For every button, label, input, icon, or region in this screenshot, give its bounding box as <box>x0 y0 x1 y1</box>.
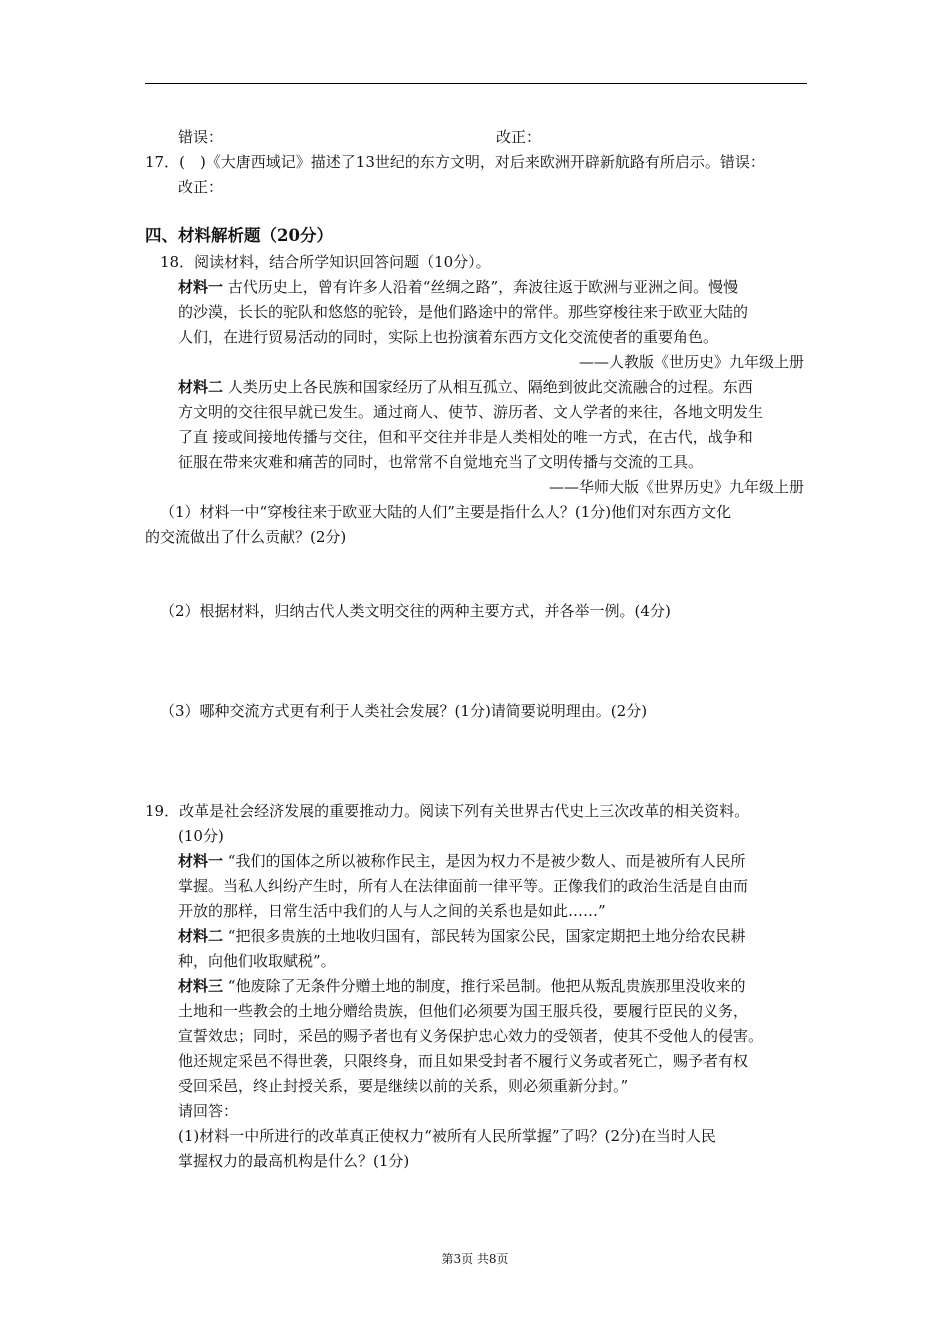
q16-error-label: 错误： <box>178 128 224 146</box>
q19-material-2 <box>178 926 745 946</box>
q18-material-1-line: 人们，在进行贸易活动的同时，实际上也扮演着东西方文化交流使者的重要角色。 <box>178 328 719 346</box>
q19-material-3-label: 材料三 <box>178 977 224 995</box>
q19-material-1-line: “我们的国体之所以被称作民主，是因为权力不是被少数人、而是被所有人民所 <box>223 852 746 870</box>
q19-material-3 <box>178 976 745 996</box>
section-4-heading: 四、材料解析题（20分） <box>145 226 333 245</box>
q19-material-3-line: 受回采邑，终止封授关系，要是继续以前的关系，则必须重新分封。” <box>178 1077 629 1095</box>
q18-material-1-label: 材料一 <box>178 278 224 296</box>
q19-answer-prompt: 请回答： <box>178 1102 239 1120</box>
q18-material-1-source: ——人教版《世历史》九年级上册 <box>578 353 804 371</box>
q19-question-1-cont: 掌握权力的最高机构是什么？(1分) <box>178 1152 410 1170</box>
q18-material-2 <box>178 377 753 397</box>
q19-material-1-line: 开放的那样，日常生活中我们的人与人之间的关系也是如此……” <box>178 902 606 920</box>
q17-line-1: 17．( )《大唐西域记》描述了13世纪的东方文明，对后来欧洲开辟新航路有所启示。错误： <box>145 153 765 171</box>
q18-material-2-source: ——华师大版《世界历史》九年级上册 <box>548 478 804 496</box>
q18-question-1: （1）材料一中“穿梭往来于欧亚大陆的人们”主要是指什么人？(1分)他们对东西方文化 <box>160 503 732 521</box>
q18-material-1 <box>178 277 738 297</box>
q18-question-3: （3）哪种交流方式更有利于人类社会发展？(1分)请简要说明理由。(2分) <box>160 702 648 720</box>
q18-material-1-line: 的沙漠，长长的驼队和悠悠的驼铃，是他们路途中的常伴。那些穿梭往来于欧亚大陆的 <box>178 303 749 321</box>
q18-intro: 18．阅读材料，结合所学知识回答问题（10分）。 <box>160 253 491 271</box>
q18-material-2-line: 征服在带来灾难和痛苦的同时，也常常不自觉地充当了文明传播与交流的工具。 <box>178 453 704 471</box>
header-rule <box>145 83 807 84</box>
q19-material-3-line: 土地和一些教会的土地分赠给贵族，但他们必须要为国王服兵役，要履行臣民的义务， <box>178 1002 749 1020</box>
q18-question-1-cont: 的交流做出了什么贡献？(2分) <box>145 528 347 546</box>
q18-material-2-label: 材料二 <box>178 378 224 396</box>
q19-material-1-line: 掌握。当私人纠纷产生时，所有人在法律面前一律平等。正像我们的政治生活是自由而 <box>178 877 749 895</box>
q18-material-2-line: 了直 接或间接地传播与交往，但和平交往并非是人类相处的唯一方式，在古代，战争和 <box>178 428 753 446</box>
q19-material-2-line: 种，向他们收取赋税”。 <box>178 952 336 970</box>
q16-fix-label: 改正： <box>496 128 542 146</box>
q19-material-3-line: 他还规定采邑不得世袭，只限终身，而且如果受封者不履行义务或者死亡，赐予者有权 <box>178 1052 749 1070</box>
q19-intro-cont: (10分) <box>178 827 224 845</box>
q19-material-3-line: 宣誓效忠；同时，采邑的赐予者也有义务保护忠心效力的受领者，使其不受他人的侵害。 <box>178 1027 764 1045</box>
q19-material-3-line: “他废除了无条件分赠土地的制度，推行采邑制。他把从叛乱贵族那里没收来的 <box>223 977 746 995</box>
q18-material-2-line: 人类历史上各民族和国家经历了从相互孤立、隔绝到彼此交流融合的过程。东西 <box>223 378 753 396</box>
q18-material-2-line: 方文明的交往很早就已发生。通过商人、使节、游历者、文人学者的来往，各地文明发生 <box>178 403 764 421</box>
q19-intro: 19．改革是社会经济发展的重要推动力。阅读下列有关世界古代史上三次改革的相关资料。 <box>145 802 750 820</box>
q17-line-2: 改正： <box>178 178 224 196</box>
q19-material-1-label: 材料一 <box>178 852 224 870</box>
q18-question-2: （2）根据材料，归纳古代人类文明交往的两种主要方式，并各举一例。(4分) <box>160 602 671 620</box>
page-footer: 第3页 共8页 <box>441 1252 509 1266</box>
q19-material-2-label: 材料二 <box>178 927 224 945</box>
q18-material-1-line: 古代历史上，曾有许多人沿着“丝绸之路”，奔波往返于欧洲与亚洲之间。慢慢 <box>223 278 739 296</box>
q19-material-2-line: “把很多贵族的土地收归国有，部民转为国家公民，国家定期把土地分给农民耕 <box>223 927 746 945</box>
q19-question-1: (1)材料一中所进行的改革真正使权力“被所有人民所掌握”了吗？(2分)在当时人民 <box>178 1127 716 1145</box>
q19-material-1 <box>178 851 745 871</box>
